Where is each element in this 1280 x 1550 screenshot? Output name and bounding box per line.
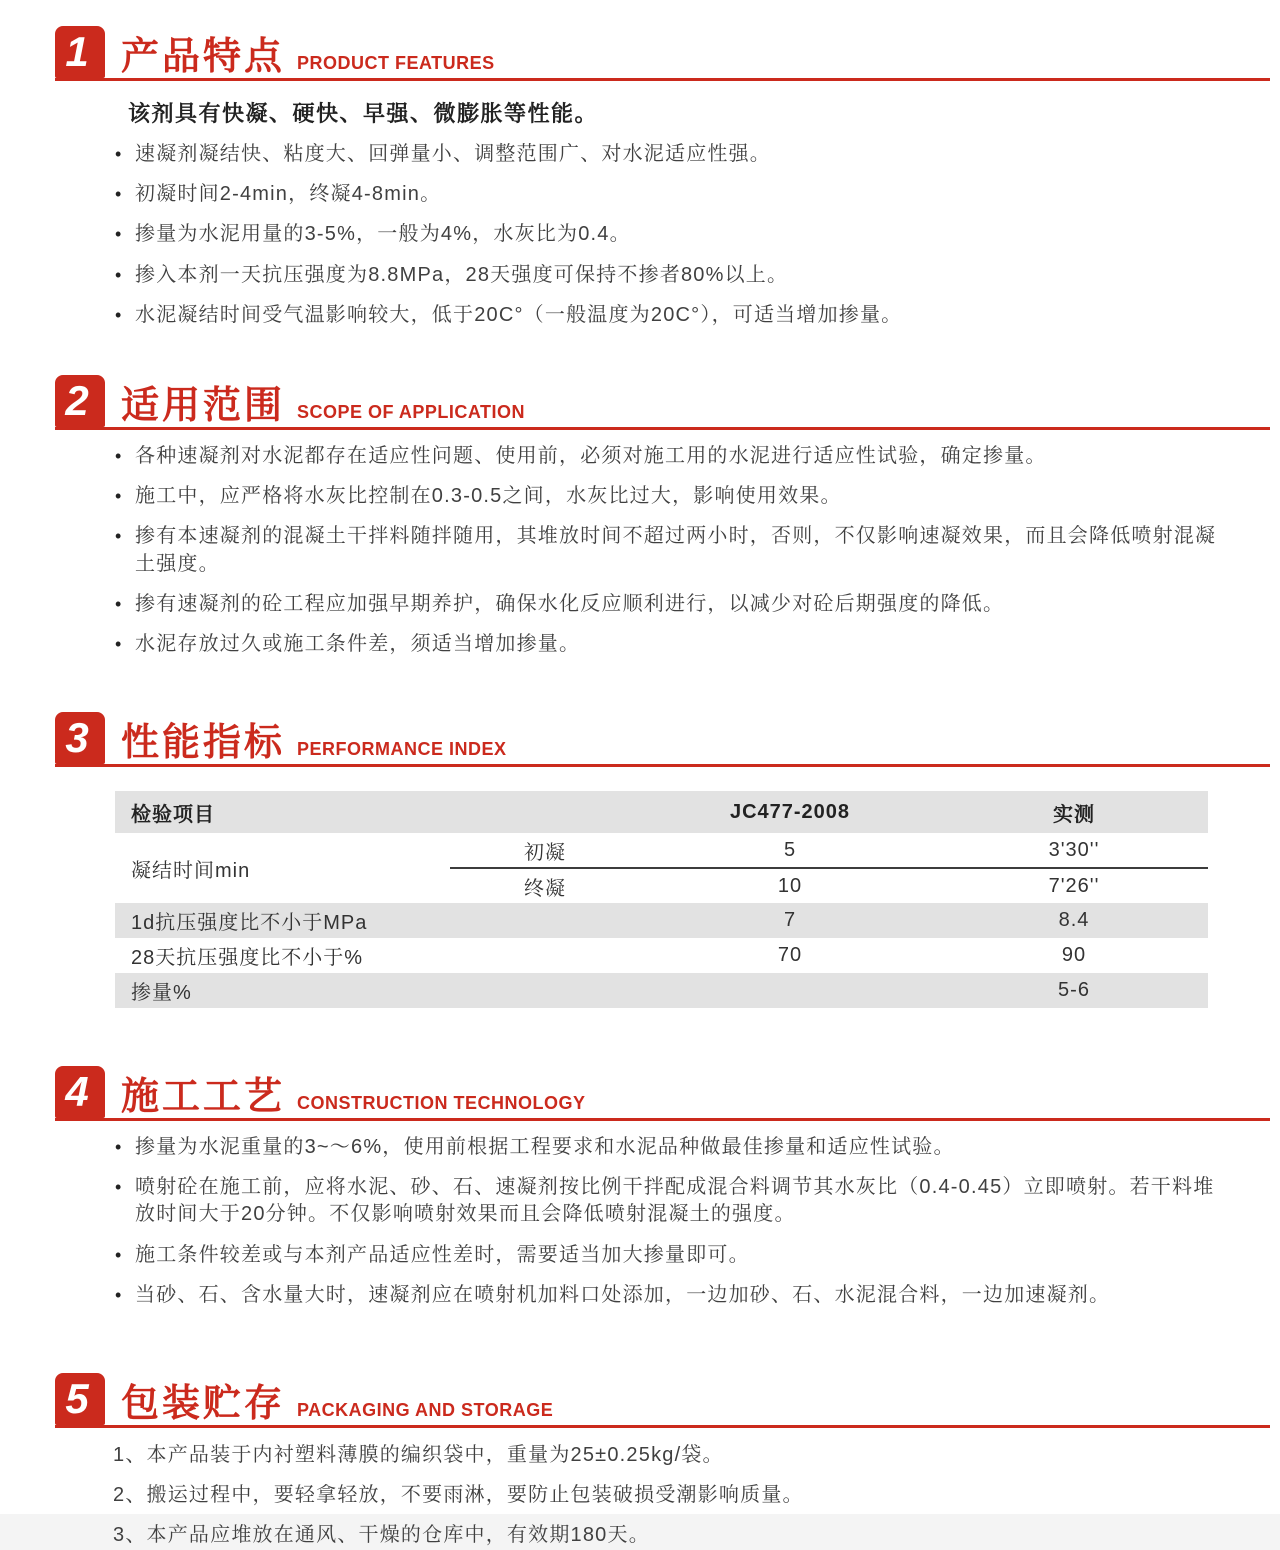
table-row-dosage (115, 973, 1208, 1008)
bullet-item: • 施工中，应严格将水灰比控制在0.3-0.5之间，水灰比过大，影响使用效果。 (113, 483, 1220, 510)
section-5-number-badge (55, 1373, 105, 1425)
section-1-header (55, 26, 1270, 81)
cell-1d-strength-measured: 8.4 (1058, 909, 1090, 932)
table-row-setting-time-initial (115, 833, 1208, 868)
section-4-subtitle: CONSTRUCTION TECHNOLOGY (297, 1093, 586, 1114)
numbered-item: 3、本产品应堆放在通风、干燥的仓库中，有效期180天。 (113, 1524, 650, 1547)
cell-initial-set-standard: 5 (783, 838, 797, 861)
cell-dosage-label: 掺量% (131, 982, 192, 1005)
features-bullet-list (113, 141, 1220, 329)
section-2-subtitle: SCOPE OF APPLICATION (297, 401, 526, 422)
section-2-number-badge (55, 375, 105, 427)
cell-1d-strength-standard: 7 (783, 909, 797, 932)
section-construction-technology (0, 1066, 1280, 1309)
section-5-subtitle: PACKAGING AND STORAGE (297, 1400, 554, 1420)
numbered-item: 2、搬运过程中，要轻拿轻放，不要雨淋，要防止包装破损受潮影响质量。 (113, 1484, 804, 1507)
bullet-item: • 初凝时间2-4min，终凝4-8min。 (113, 181, 1220, 208)
section-5-number: 5 (65, 1375, 89, 1422)
cell-1d-strength-label: 1d抗压强度比不小于MPa (131, 912, 368, 935)
scope-bullet-list (113, 443, 1220, 658)
table-header-row (115, 791, 1208, 833)
cell-28d-strength-label: 28天抗压强度比不小于% (131, 947, 364, 970)
cell-final-set-measured: 7'26'' (940, 868, 1208, 903)
bullet-item: • 掺量为水泥用量的3-5%，一般为4%，水灰比为0.4。 (113, 221, 1220, 248)
section-3-number-badge (55, 712, 105, 764)
bullet-item: • 水泥存放过久或施工条件差，须适当增加掺量。 (113, 631, 1220, 658)
table-row-28d-strength (115, 938, 1208, 973)
section-1-subtitle: PRODUCT FEATURES (297, 53, 495, 73)
section-2-header (55, 375, 1270, 430)
numbered-item: 1、本产品装于内衬塑料薄膜的编织袋中，重量为25±0.25kg/袋。 (113, 1444, 724, 1466)
section-scope-of-application (0, 375, 1280, 658)
section-3-number: 3 (65, 714, 89, 762)
cell-final-set-standard: 10 (640, 868, 940, 903)
section-4-header (55, 1066, 1270, 1121)
cell-final-set-label: 终凝 (450, 868, 640, 903)
section-4-number: 4 (65, 1068, 89, 1116)
col-header-standard: JC477-2008 (729, 800, 851, 823)
packaging-numbered-list (113, 1442, 1220, 1550)
section-performance-index (0, 712, 1280, 1008)
section-5-header (55, 1373, 1270, 1428)
section-3-title: 性能指标 (121, 722, 286, 765)
cell-initial-set-measured: 3'30'' (1048, 838, 1100, 861)
col-header-measured: 实测 (1053, 803, 1095, 826)
bullet-item: • 掺有本速凝剂的混凝土干拌料随拌随用，其堆放时间不超过两小时，否则，不仅影响速凝效果，而且会降低喷射混凝土强度。 (113, 523, 1220, 577)
cell-28d-strength-standard: 70 (777, 944, 803, 967)
col-header-item: 检验项目 (131, 803, 215, 826)
bullet-item: • 掺入本剂一天抗压强度为8.8MPa，28天强度可保持不掺者80%以上。 (113, 262, 1220, 289)
bullet-item: • 水泥凝结时间受气温影响较大，低于20C°（一般温度为20C°），可适当增加掺量。 (113, 302, 1220, 329)
section-1-number: 1 (65, 28, 89, 75)
section-product-features (0, 26, 1280, 329)
section-2-number: 2 (65, 376, 89, 424)
cell-dosage-standard (640, 973, 940, 1008)
table-row-1d-strength (115, 903, 1208, 938)
performance-index-table (115, 791, 1208, 1008)
cell-setting-time-label: 凝结时间min (131, 859, 251, 882)
cell-dosage-measured: 5-6 (1058, 979, 1090, 1002)
bullet-item: • 速凝剂凝结快、粘度大、回弹量小、调整范围广、对水泥适应性强。 (113, 141, 1220, 168)
bullet-item: • 当砂、石、含水量大时，速凝剂应在喷射机加料口处添加，一边加砂、石、水泥混合料，一边加速凝剂。 (113, 1282, 1220, 1309)
cell-initial-set-label: 初凝 (524, 841, 566, 864)
bullet-item: • 各种速凝剂对水泥都存在适应性问题、使用前，必须对施工用的水泥进行适应性试验，确定掺量。 (113, 443, 1220, 470)
bullet-item: • 喷射砼在施工前，应将水泥、砂、石、速凝剂按比例干拌配成混合料调节其水灰比（0.4-0.45）立即喷射。若干料堆放时间大于20分钟。不仅影响喷射效果而且会降低喷射混凝土的强度。 (113, 1174, 1220, 1228)
bullet-item: • 掺量为水泥重量的3~～6%，使用前根据工程要求和水泥品种做最佳掺量和适应性试验。 (113, 1134, 1220, 1161)
section-4-title: 施工工艺 (121, 1076, 286, 1119)
section-packaging-and-storage (0, 1373, 1280, 1550)
bullet-item: • 掺有速凝剂的砼工程应加强早期养护，确保水化反应顺利进行，以减少对砼后期强度的降低。 (113, 591, 1220, 618)
bullet-item: • 施工条件较差或与本剂产品适应性差时，需要适当加大掺量即可。 (113, 1242, 1220, 1269)
section-1-title: 产品特点 (121, 36, 286, 78)
section-1-number-badge (55, 26, 105, 78)
cell-28d-strength-measured: 90 (1061, 944, 1087, 967)
section-3-header (55, 712, 1270, 767)
section-2-title: 适用范围 (121, 384, 286, 427)
construction-bullet-list (113, 1134, 1220, 1309)
section-4-number-badge (55, 1066, 105, 1118)
section-5-title: 包装贮存 (121, 1383, 286, 1425)
section-3-subtitle: PERFORMANCE INDEX (297, 739, 507, 760)
lead-text: 该剂具有快凝、硬快、早强、微膨胀等性能。 (128, 101, 599, 126)
